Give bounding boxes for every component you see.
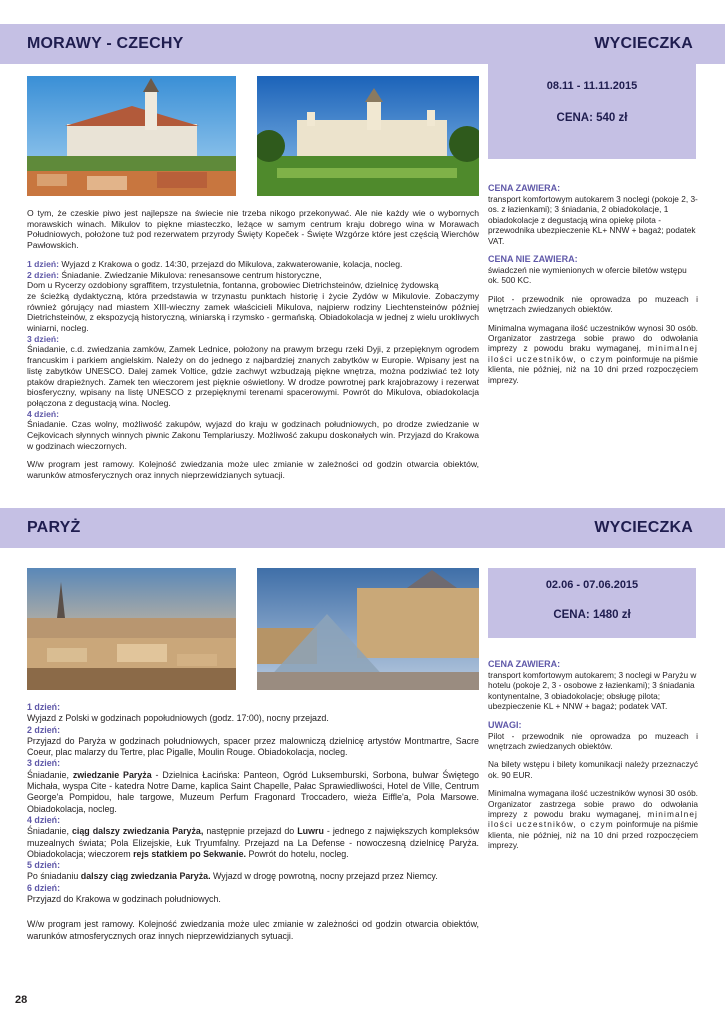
day-text: Śniadanie. Zwiedzanie Mikulova: renesansowe centrum historyczne, — [59, 269, 322, 280]
section-type: WYCIECZKA — [594, 519, 693, 536]
text-run: Wyjazd w drogę powrotną, nocny przejazd przez Niemcy. — [210, 871, 438, 882]
trip-dates: 08.11 - 11.11.2015 — [546, 80, 638, 92]
section-header-morawy — [0, 24, 725, 64]
includes-heading: CENA ZAWIERA: — [488, 183, 561, 193]
trip-dates: 02.06 - 07.06.2015 — [545, 579, 639, 591]
includes-text: transport komfortowym autokarem 3 noclegi (pokoje 2, 3-os. z łazienkami); 3 śniadania, 2 obiadokolacje, 1 obiadokolacje z degustacją wina opiekę pilota - przewodnika ubezpieczenie KL+ NNW + bagaż; podatek VAT. — [488, 194, 698, 246]
day-text: Wyjazd z Krakowa o godz. 14:30, przejazd do Mikulova, zakwaterowanie, kolacja, nocleg. — [59, 258, 403, 269]
section-header-paryz — [0, 508, 725, 548]
includes-text: transport komfortowym autokarem; 3 noclegi w Paryżu w hotelu (pokoje 2, 3 - osobowe z łazienkami); 3 śniadania kontynentalne, 3 obiadokolacje; obsługę pilota; ubezpieczenie KL + NNW + bagaż; podatek VAT. — [488, 670, 697, 712]
louvre-photo — [257, 568, 479, 690]
text-run: następnie przejazd do — [203, 826, 298, 837]
intro-paragraph: O tym, że czeskie piwo jest najlepsze na świecie nie trzeba nikogo przekonywać. Ale nie każdy wie o wybornych morawskich winach. Mikulov to piękne miasteczko, leżące w samym centrum kraju dobrego wina w Morawach Południowych, położone tuż pod rezerwatem przyrody Święty Kopeček - Święte Wzgórze które jest częścią Wierchów Pawłowskich. — [27, 208, 479, 251]
day-4-label: 4 dzień: — [27, 408, 59, 419]
text-run-bold: ciąg dalszy zwiedzania Paryża, — [71, 826, 204, 837]
program-paryz — [27, 702, 479, 942]
mikulov-photo — [27, 76, 236, 196]
day-2-line-2: Dom u Rycerzy ozdobiony sgraffitem, trzystuletnia, fontanna, grobowiec Dietrichsteinów, dzielnicę żydowską — [27, 280, 439, 291]
trip-price: CENA: 540 zł — [556, 112, 628, 124]
text-run: Śniadanie, — [27, 826, 72, 837]
day-4-label: 4 dzień: — [27, 814, 61, 825]
day-6-label: 6 dzień: — [27, 882, 61, 893]
notes-heading: UWAGI: — [488, 719, 522, 730]
trip-price: CENA: 1480 zł — [553, 609, 631, 621]
day-1-label: 1 dzień: — [27, 702, 61, 712]
day-3-label: 3 dzień: — [27, 758, 61, 769]
excludes-text: świadczeń nie wymienionych w ofercie biletów wstępu ok. 500 KC. — [488, 265, 687, 286]
day-3-text: Śniadanie, c.d. zwiedzania zamków, Zamek Lednice, położony na prawym brzegu rzeki Dyji, z przepięknym ogrodem francuskim i parkiem angielskim. Należy on do jednego z najbardziej znanych zabytków w Europie. Wpisany jest na listę zabytków UNESCO. Dalej zamek Voltice, gdzie zachwyt wzbudzają piękne wnętrza, można podziwiać też loty ptaków drapieżnych. Zamek ten wieczorem jest pięknie oświetlony. W drodze powrotnej park krajobrazowy i rezerwat biosferyczny, wpisany na listę UNESCO z przepięknymi terenami spacerowymi. Powrót do Mikulova, obiadokolacja połączona z degustacją wina. Nocleg. — [27, 344, 479, 408]
min-note-part-c: poinformuje na piśmie klienta, nie później, niż na 10 dni przed rozpoczęciem imprezy. — [488, 353, 699, 385]
day-5-label: 5 dzień: — [27, 860, 61, 871]
pilot-note: Pilot - przewodnik nie oprowadza po muzeach i wnętrzach zwiedzanych obiektów. — [488, 293, 698, 315]
day-label: 1 dzień: — [27, 258, 59, 269]
pilot-note: Pilot - przewodnik nie oprowadza po muzeach i wnętrzach zwiedzanych obiektów. — [488, 730, 698, 752]
page-number: 28 — [15, 994, 28, 1006]
day-2-line-3: ze ścieżką dydaktyczną, która przedstawia w trzynastu punktach historię i życie Żydów w Mikulovie. Zobaczymy również górujący nad miastem XIII-wieczny zamek właścicieli Mikulova, najpierw rodziny Liechtensteinów później Dietrichsteinów, z ekspozycją historyczną, winiarską i rzymsko - germańską. Obiadokolacja w jednej z wielu urokliwych winiarni, nocleg. — [27, 290, 479, 334]
text-run: Po śniadaniu — [27, 871, 81, 882]
min-note-part-b: minimalnej ilości uczestników, o czym — [488, 809, 698, 830]
min-participants-note — [488, 323, 698, 385]
min-note-part-b: minimalnej ilości uczestników, o czym — [488, 343, 698, 364]
day-label: 2 dzień: — [27, 269, 59, 280]
excludes-heading: CENA NIE ZAWIERA: — [488, 254, 578, 265]
day-3-label: 3 dzień: — [27, 333, 59, 344]
text-run: - Dzielnica Łacińska: Panteon, Ogród Luksemburski, Sorbona, bulwar Świętego Michała, wyspa Cite - katedra Notre Dame, kaplica Saint Chapelle, Pałac Sprawiedliwości, Hotel de Ville, Centrum George'a Pompidou, hale targowe, Muzeum Perfum Fragonard Troccadero, wieża Eiffle'a, Pola Marsowe. Obiadokolacja, nocleg. — [27, 769, 479, 814]
price-box-paryz — [488, 568, 696, 638]
day-2-text: Przyjazd do Paryża w godzinach południowych, spacer przez malowniczą dzielnicę artystów Montmartre, Sacre Coeur, plac malarzy du Tertre, plac Pigalle, Moulin Rouge. Obiadokolacja, nocleg. — [27, 735, 479, 758]
day-2-label: 2 dzień: — [27, 724, 61, 735]
text-run: - jednego z największych kompleksów muzealnych świata; Pola Elizejskie, Łuk Tryumfalny. Przejazd na La Defense - nowoczesną dzielnicę Paryża. Obiadokolacja; wieczorem — [27, 826, 479, 859]
text-run: Powrót do hotelu, nocleg. — [246, 848, 349, 859]
program-footer: W/w program jest ramowy. Kolejność zwiedzania może ulec zmianie w zależności od godzin otwarcia obiektów, warunków atmosferycznych oraz innych nieprzewidzianych sytuacji. — [27, 459, 479, 481]
program-morawy — [27, 208, 479, 481]
min-participants-note — [488, 788, 698, 850]
day-3-text — [27, 770, 479, 815]
section-title: PARYŻ — [27, 519, 81, 536]
price-box-morawy — [488, 64, 696, 159]
text-run-bold: Luwru — [297, 826, 324, 837]
paris-panorama-photo — [27, 568, 236, 690]
program-footer: W/w program jest ramowy. Kolejność zwiedzania może ulec zmianie w zależności od godzin otwarcia obiektów, warunków atmosferycznych oraz innych nieprzewidzianych sytuacji. — [27, 919, 479, 941]
lednice-castle-photo — [257, 76, 479, 196]
day-4-text: Śniadanie. Czas wolny, możliwość zakupów, wyjazd do kraju w godzinach południowych, po drodze zwiedzanie w Cejkovicach słynnych winnych piwnic Zakonu Templariuszy. Możliwość zakupu doskonałych win. Przyjazd do Krakowa w godzinach wieczornych. — [27, 419, 479, 451]
text-run: Śniadanie, — [27, 769, 73, 780]
price-details-morawy — [488, 183, 698, 385]
min-note-part-c: poinformuje na piśmie klienta, nie później, niż na 10 dni przed rozpoczęciem imprezy. — [488, 819, 699, 851]
section-type: WYCIECZKA — [594, 35, 693, 52]
day-6-text: Przyjazd do Krakowa w godzinach południowych. — [27, 894, 221, 905]
day-5-text — [27, 871, 479, 882]
day-1-text: Wyjazd z Polski w godzinach popołudniowych (godz. 17:00), nocny przejazd. — [27, 713, 329, 724]
text-run-bold: zwiedzanie Paryża — [72, 769, 152, 780]
price-details-paryz — [488, 659, 698, 851]
day-2 — [27, 270, 479, 281]
text-run-bold: rejs statkiem po Sekwanie. — [133, 848, 247, 859]
text-run-bold: dalszy ciąg zwiedzania Paryża. — [80, 871, 211, 882]
min-note-part-a: Minimalna wymagana ilość uczestników wynosi 30 osób. Organizator zastrzega sobie prawo do odwołania imprezy z powodu braku wymaganej, — [488, 788, 698, 820]
tickets-note: Na bilety wstępu i bilety komunikacji należy przeznaczyć ok. 90 EUR. — [488, 759, 698, 780]
day-4-text — [27, 826, 479, 860]
includes-heading: CENA ZAWIERA: — [488, 659, 561, 669]
min-note-part-a: Minimalna wymagana ilość uczestników wynosi 30 osób. Organizator zastrzega sobie prawo do odwołania imprezy z powodu braku wymaganej, — [488, 322, 698, 354]
day-1 — [27, 259, 479, 270]
section-title: MORAWY - CZECHY — [27, 35, 184, 52]
